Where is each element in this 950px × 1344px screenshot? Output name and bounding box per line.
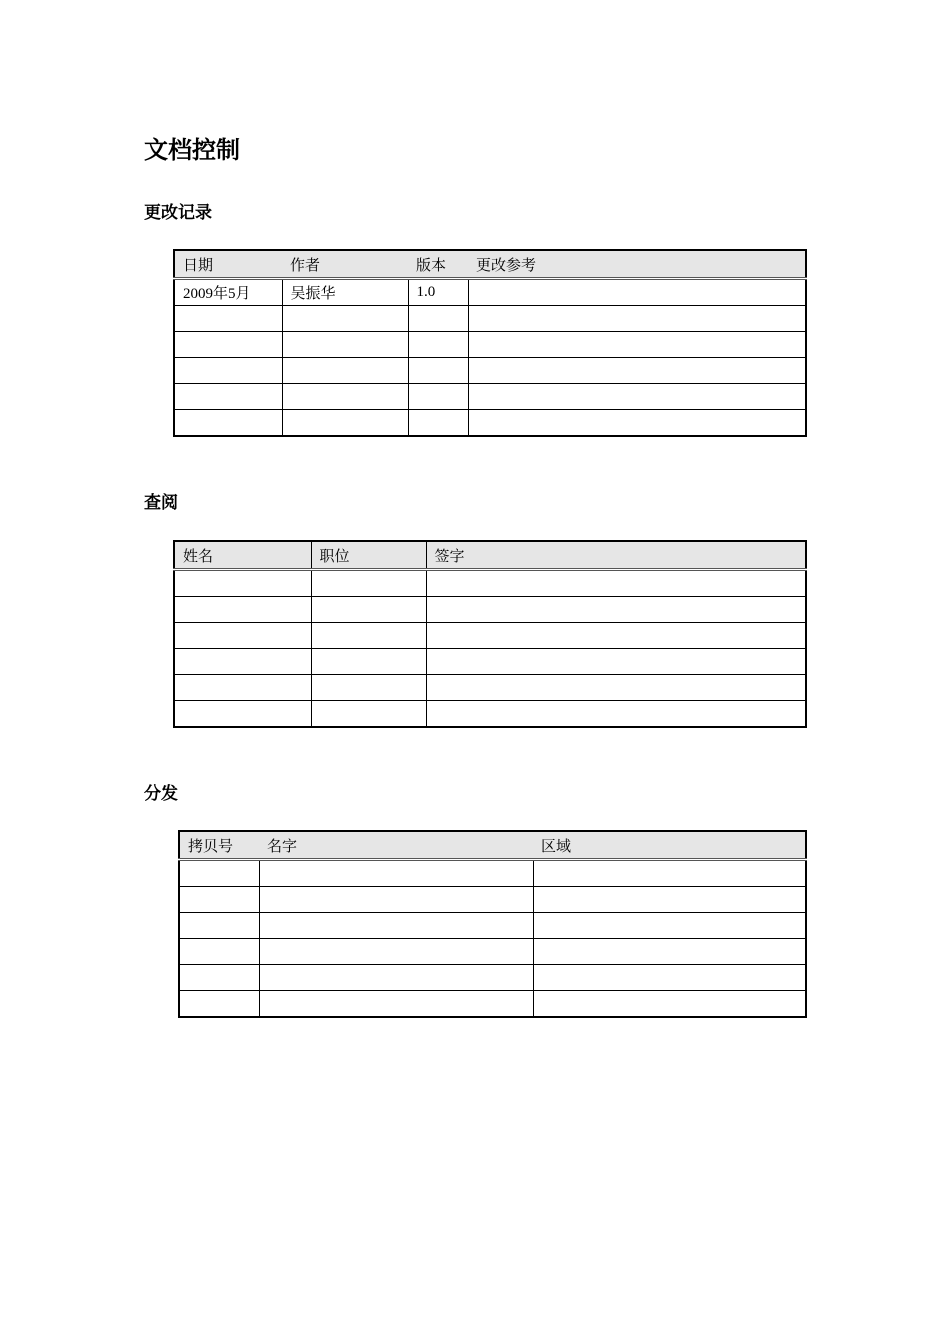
table-cell[interactable]	[174, 649, 311, 675]
table-cell[interactable]: 吴振华	[282, 279, 408, 306]
table-cell[interactable]	[174, 384, 282, 410]
table-cell[interactable]	[311, 597, 426, 623]
table-cell[interactable]	[259, 860, 533, 887]
table-cell[interactable]	[533, 965, 806, 991]
table-row	[174, 570, 806, 597]
table-cell[interactable]	[468, 410, 806, 437]
table-cell[interactable]	[259, 913, 533, 939]
table-cell[interactable]	[174, 358, 282, 384]
table-cell[interactable]	[179, 913, 259, 939]
table-cell[interactable]	[174, 597, 311, 623]
table-cell[interactable]	[174, 570, 311, 597]
table-cell[interactable]	[179, 860, 259, 887]
table-row	[174, 306, 806, 332]
table-cell[interactable]	[408, 410, 468, 437]
table-cell[interactable]	[408, 306, 468, 332]
table-cell[interactable]	[179, 965, 259, 991]
table-cell[interactable]	[533, 860, 806, 887]
table-cell[interactable]	[533, 939, 806, 965]
table-cell[interactable]	[311, 570, 426, 597]
table-header-row	[179, 831, 806, 860]
table-cell[interactable]	[174, 675, 311, 701]
table-row	[179, 965, 806, 991]
column-header-date: 日期	[174, 250, 282, 279]
table-cell[interactable]	[311, 649, 426, 675]
column-header-copy-number: 拷贝号	[179, 831, 259, 860]
table-header-row	[174, 250, 806, 279]
table-cell[interactable]	[179, 991, 259, 1018]
table-header-row	[174, 541, 806, 570]
column-header-position: 职位	[311, 541, 426, 570]
table-cell[interactable]	[426, 570, 806, 597]
column-header-name: 姓名	[174, 541, 311, 570]
table-cell[interactable]	[468, 384, 806, 410]
table-row	[174, 649, 806, 675]
table-cell[interactable]	[408, 384, 468, 410]
table-cell[interactable]	[468, 358, 806, 384]
table-row	[179, 913, 806, 939]
table-row	[179, 991, 806, 1018]
table-row	[174, 279, 806, 306]
table-cell[interactable]	[468, 332, 806, 358]
table-cell[interactable]: 2009年5月	[174, 279, 282, 306]
table-cell[interactable]	[426, 675, 806, 701]
column-header-signature: 签字	[426, 541, 806, 570]
table-row	[174, 597, 806, 623]
table-row	[174, 384, 806, 410]
table-cell[interactable]	[311, 675, 426, 701]
table-cell[interactable]	[179, 939, 259, 965]
table-cell[interactable]	[259, 887, 533, 913]
table-cell[interactable]	[282, 410, 408, 437]
table-cell[interactable]	[533, 887, 806, 913]
table-cell[interactable]	[282, 332, 408, 358]
column-header-area: 区域	[533, 831, 806, 860]
column-header-change-reference: 更改参考	[468, 250, 806, 279]
table-row	[174, 332, 806, 358]
page-title: 文档控制	[144, 136, 240, 164]
distribution-table	[178, 830, 807, 1018]
section-heading-change-record: 更改记录	[144, 203, 212, 223]
table-cell[interactable]	[408, 332, 468, 358]
section-heading-review: 查阅	[144, 493, 178, 513]
table-cell[interactable]	[311, 623, 426, 649]
table-row	[179, 887, 806, 913]
section-heading-distribution: 分发	[144, 784, 178, 804]
column-header-author: 作者	[282, 250, 408, 279]
table-row	[179, 860, 806, 887]
table-cell[interactable]	[259, 939, 533, 965]
table-cell[interactable]	[282, 358, 408, 384]
table-cell[interactable]	[174, 623, 311, 649]
table-cell[interactable]	[174, 701, 311, 728]
table-row	[174, 701, 806, 728]
change-record-table	[173, 249, 807, 437]
table-cell[interactable]	[282, 384, 408, 410]
table-row	[174, 358, 806, 384]
column-header-name: 名字	[259, 831, 533, 860]
table-cell[interactable]	[174, 306, 282, 332]
column-header-version: 版本	[408, 250, 468, 279]
table-cell[interactable]	[282, 306, 408, 332]
table-cell[interactable]	[311, 701, 426, 728]
table-row	[179, 939, 806, 965]
table-row	[174, 410, 806, 437]
table-cell[interactable]	[179, 887, 259, 913]
table-row	[174, 623, 806, 649]
table-cell[interactable]	[426, 597, 806, 623]
table-cell[interactable]: 1.0	[408, 279, 468, 306]
table-row	[174, 675, 806, 701]
review-table	[173, 540, 807, 728]
table-cell[interactable]	[426, 701, 806, 728]
table-cell[interactable]	[174, 332, 282, 358]
table-cell[interactable]	[533, 913, 806, 939]
table-cell[interactable]	[408, 358, 468, 384]
table-cell[interactable]	[174, 410, 282, 437]
table-cell[interactable]	[468, 279, 806, 306]
table-cell[interactable]	[533, 991, 806, 1018]
table-cell[interactable]	[426, 649, 806, 675]
table-cell[interactable]	[259, 991, 533, 1018]
table-cell[interactable]	[468, 306, 806, 332]
table-cell[interactable]	[426, 623, 806, 649]
table-cell[interactable]	[259, 965, 533, 991]
